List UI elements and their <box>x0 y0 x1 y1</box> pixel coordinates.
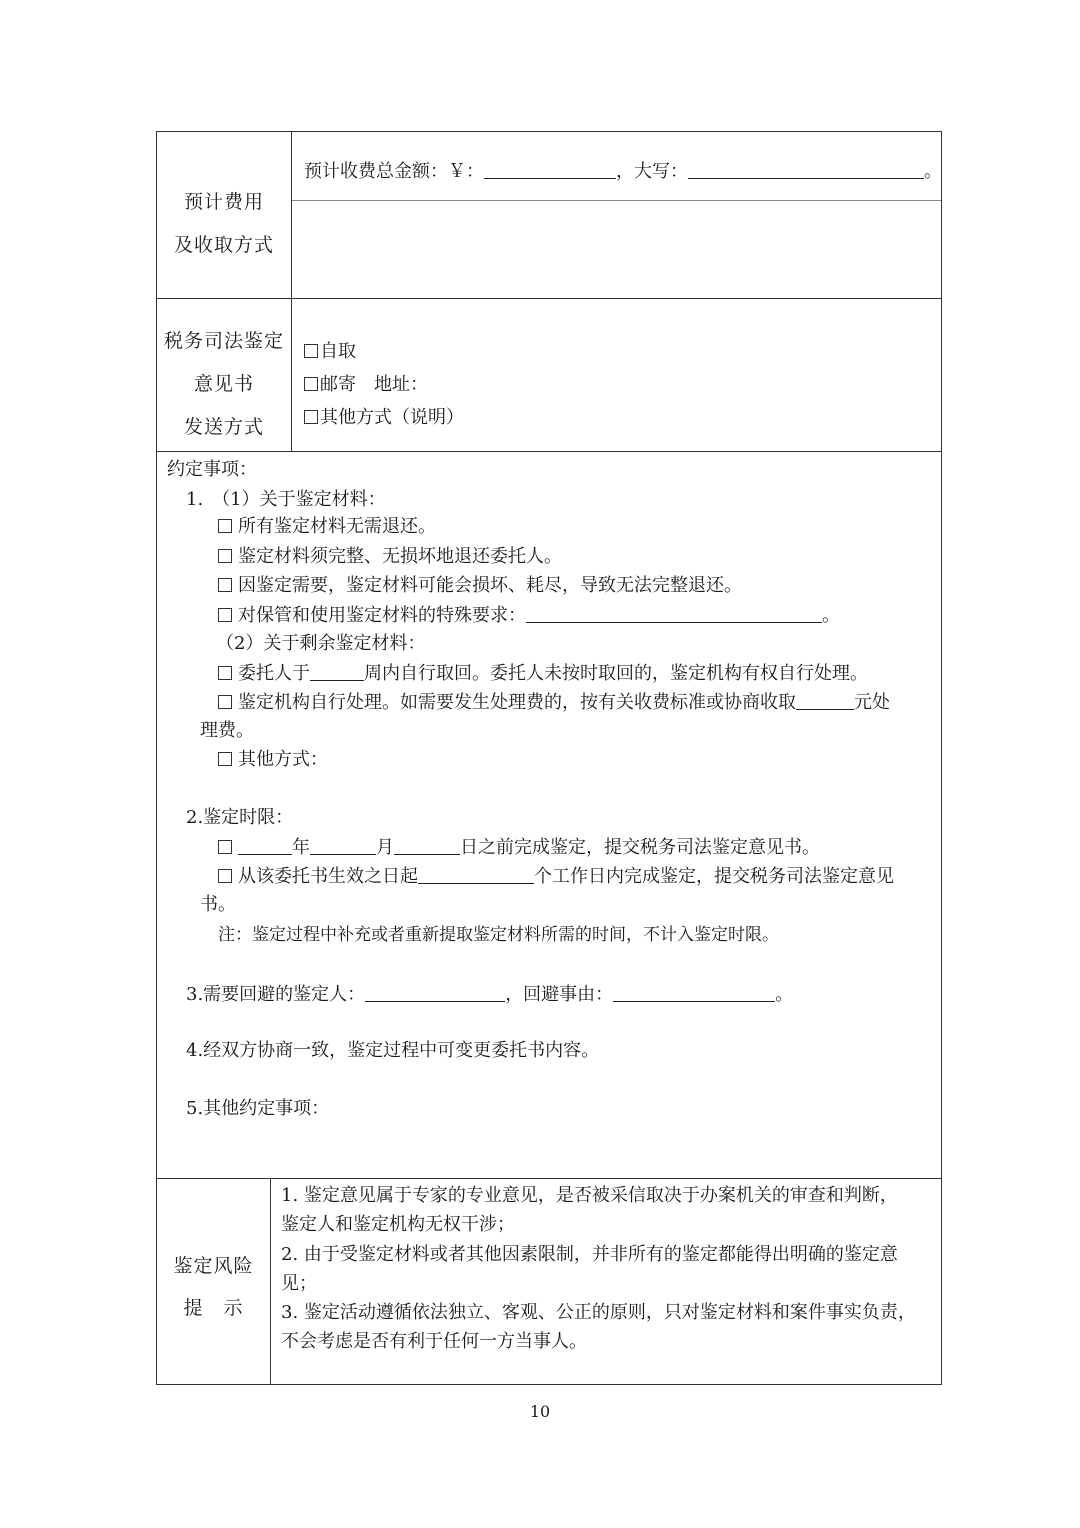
fee-amount-line <box>304 160 942 183</box>
item1-option-b[interactable] <box>218 546 562 568</box>
checkbox-icon[interactable] <box>304 410 318 424</box>
fee-inner-divider <box>292 200 941 201</box>
delivery-option-self[interactable] <box>304 341 356 363</box>
page-number: 10 <box>529 1402 551 1421</box>
risk-p3-line1: 3. 鉴定活动遵循依法独立、客观、公正的原则，只对鉴定材料和案件事实负责， <box>281 1302 916 1323</box>
checkbox-icon[interactable] <box>218 666 232 680</box>
risk-label <box>156 1245 271 1329</box>
row-divider-fee <box>156 298 942 299</box>
item3-line <box>186 983 793 1006</box>
risk-p1-line2: 鉴定人和鉴定机构无权干涉； <box>281 1214 515 1235</box>
amount-number-blank[interactable] <box>484 160 616 179</box>
item2-option-b-cont: 书。 <box>200 894 236 915</box>
delivery-option-mail[interactable] <box>304 374 428 396</box>
fee-amount-end: 。 <box>924 161 942 182</box>
recusal-reason-blank[interactable] <box>613 983 775 1002</box>
checkbox-icon[interactable] <box>218 578 232 592</box>
item2-option-a[interactable] <box>218 836 820 859</box>
risk-p2-line1: 2. 由于受鉴定材料或者其他因素限制，并非所有的鉴定都能得出明确的鉴定意 <box>281 1244 898 1265</box>
row-divider-delivery <box>156 451 942 452</box>
amount-capital-blank[interactable] <box>688 160 924 179</box>
fee-label <box>156 181 292 267</box>
delivery-label-line1: 税务司法鉴定 <box>163 330 284 352</box>
item1-option-a-label: 所有鉴定材料无需退还。 <box>238 516 436 537</box>
item2-option-a-post: 日之前完成鉴定，提交税务司法鉴定意见书。 <box>460 837 820 858</box>
fee-label-line2: 及收取方式 <box>173 234 274 256</box>
item4: 4.经双方协商一致，鉴定过程中可变更委托书内容。 <box>186 1040 600 1061</box>
item3-end: 。 <box>775 984 794 1005</box>
item3-pre: 3.需要回避的鉴定人： <box>186 984 366 1005</box>
item1-title: 1. （1）关于鉴定材料： <box>186 489 386 510</box>
item1-option-b-label: 鉴定材料须完整、无损坏地退还委托人。 <box>238 546 562 567</box>
item1-remaining-b[interactable] <box>218 691 890 714</box>
checkbox-icon[interactable] <box>304 344 318 358</box>
special-requirement-blank[interactable] <box>526 604 822 623</box>
item1-remaining-b-post: 元处 <box>854 692 890 713</box>
item5: 5.其他约定事项： <box>186 1098 330 1119</box>
item2-month-label: 月 <box>376 837 394 858</box>
item1-remaining-a-post: 周内自行取回。委托人未按时取回的，鉴定机构有权自行处理。 <box>364 663 868 684</box>
checkbox-icon[interactable] <box>218 840 232 854</box>
delivery-label-line3: 发送方式 <box>183 416 264 438</box>
recused-expert-blank[interactable] <box>365 983 505 1002</box>
delivery-label <box>156 320 292 449</box>
checkbox-icon[interactable] <box>218 519 232 533</box>
month-blank[interactable] <box>310 836 376 855</box>
item1-remaining-a[interactable] <box>218 662 868 685</box>
delivery-option-other-label: 其他方式（说明） <box>320 407 464 428</box>
row-divider-agreement <box>156 1178 942 1179</box>
delivery-option-mail-label: 邮寄 地址： <box>320 374 428 395</box>
item1-remaining-c-label: 其他方式： <box>238 749 328 770</box>
item1-option-a[interactable] <box>218 516 436 538</box>
checkbox-icon[interactable] <box>218 752 232 766</box>
fee-amount-prefix: 预计收费总金额：￥： <box>304 161 484 182</box>
item2-option-b-pre: 从该委托书生效之日起 <box>238 866 418 887</box>
item1-option-d-label: 对保管和使用鉴定材料的特殊要求： <box>238 605 526 626</box>
risk-label-line1: 鉴定风险 <box>173 1255 254 1277</box>
risk-p1-line1: 1. 鉴定意见属于专家的专业意见，是否被采信取决于办案机关的审查和判断， <box>281 1185 898 1206</box>
delivery-option-other[interactable] <box>304 407 464 429</box>
day-blank[interactable] <box>394 836 460 855</box>
fee-label-line1: 预计费用 <box>183 191 264 213</box>
item2-option-b-post: 个工作日内完成鉴定，提交税务司法鉴定意见 <box>534 866 894 887</box>
weeks-blank[interactable] <box>310 662 364 681</box>
item3-mid: ，回避事由： <box>505 984 614 1005</box>
risk-p2-line2: 见； <box>281 1273 317 1294</box>
checkbox-icon[interactable] <box>218 869 232 883</box>
checkbox-icon[interactable] <box>218 549 232 563</box>
risk-label-line2: 提 示 <box>183 1297 244 1319</box>
item1-option-d[interactable] <box>218 604 840 627</box>
item1-option-d-end: 。 <box>822 605 840 626</box>
item1-option-c[interactable] <box>218 575 742 597</box>
item2-note: 注：鉴定过程中补充或者重新提取鉴定材料所需的时间，不计入鉴定时限。 <box>218 925 779 945</box>
item1-remaining-b-pre: 鉴定机构自行处理。如需要发生处理费的，按有关收费标准或协商收取 <box>238 692 796 713</box>
item2-option-b[interactable] <box>218 865 894 888</box>
fee-amount-capital: ，大写： <box>616 161 688 182</box>
item1-sub2-title: （2）关于剩余鉴定材料： <box>216 633 426 654</box>
item1-remaining-c[interactable] <box>218 749 328 771</box>
delivery-label-line2: 意见书 <box>193 373 254 395</box>
risk-p3-line2: 不会考虑是否有利于任何一方当事人。 <box>281 1331 587 1352</box>
checkbox-icon[interactable] <box>218 608 232 622</box>
item1-option-c-label: 因鉴定需要，鉴定材料可能会损坏、耗尽，导致无法完整退还。 <box>238 575 742 596</box>
item1-remaining-b-cont: 理费。 <box>200 720 254 741</box>
year-blank[interactable] <box>238 836 292 855</box>
agreement-heading: 约定事项： <box>167 459 257 480</box>
item2-title: 2.鉴定时限： <box>186 807 294 828</box>
item1-remaining-a-pre: 委托人于 <box>238 663 310 684</box>
delivery-option-self-label: 自取 <box>320 341 356 362</box>
item2-year-label: 年 <box>292 837 310 858</box>
checkbox-icon[interactable] <box>304 377 318 391</box>
fee-blank[interactable] <box>796 691 854 710</box>
checkbox-icon[interactable] <box>218 695 232 709</box>
workdays-blank[interactable] <box>418 865 534 884</box>
